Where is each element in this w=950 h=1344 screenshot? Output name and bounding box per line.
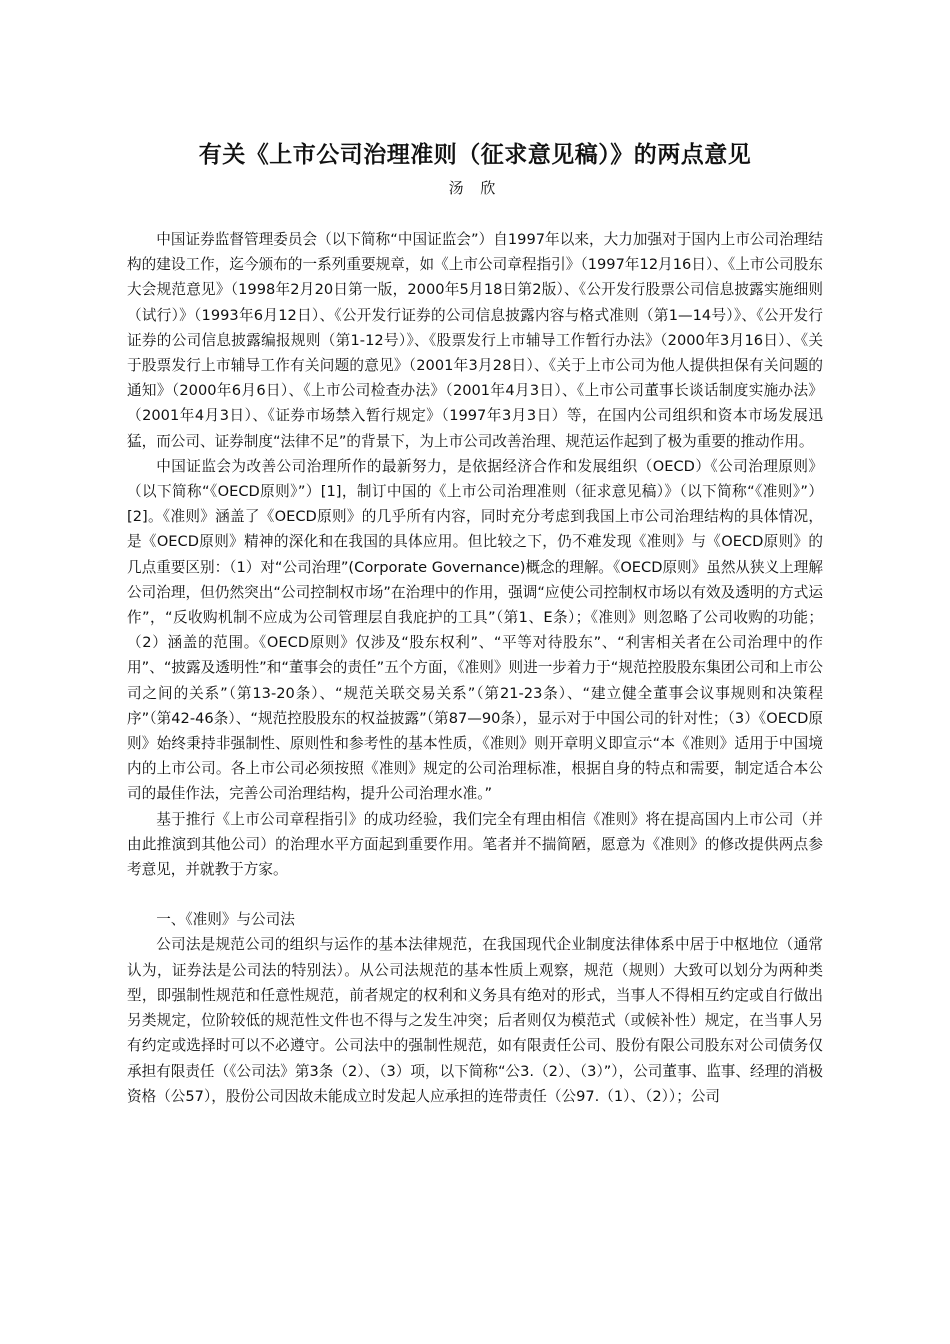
paragraph-2: 中国证监会为改善公司治理所作的最新努力，是依据经济合作和发展组织（OECD）《公司治理原则》（以下简称“《OECD原则》”）[1]，制订中国的《上市公司治理准则（征求意见稿）》（以下简称“《准则》”）[2]。《准则》涵盖了《OECD原则》的几乎所有内容，同时充分考虑到我国上市公司治理结构的具体情况，是《OECD原则》精神的深化和在我国的具体应用。但比较之下，仍不难发现《准则》与《OECD原则》的几点重要区别：（1）对“公司治理”(Corporate Governance)概念的理解。《OECD原则》虽然从狭义上理解公司治理，但仍然突出“公司控制权市场”在治理中的作用，强调“应使公司控制权市场以有效及透明的方式运作”，“反收购机制不应成为公司管理层自我庇护的工具”（第1、E条）；《准则》则忽略了公司收购的功能；（2）涵盖的范围。《OECD原则》仅涉及“股东权利”、“平等对待股东”、“利害相关者在公司治理中的作用”、“披露及透明性”和“董事会的责任”五个方面，《准则》则进一步着力于“规范控股股东集团公司和上市公司之间的关系”（第13-20条）、“规范关联交易关系”（第21-23条）、“建立健全董事会议事规则和决策程序”（第42-46条）、“规范控股股东的权益披露”（第87—90条），显示对于中国公司的针对性；（3）《OECD原则》始终秉持非强制性、原则性和参考性的基本性质，《准则》则开章明义即宣示“本《准则》适用于中国境内的上市公司。各上市公司必须按照《准则》规定的公司治理标准，根据自身的特点和需要，制定适合本公司的最佳作法，完善公司治理结构，提升公司治理水准。”: [127, 457, 823, 803]
paragraph-3: 基于推行《上市公司章程指引》的成功经验，我们完全有理由相信《准则》将在提高国内上市公司（并由此推演到其他公司）的治理水平方面起到重要作用。笔者并不揣简陋，愿意为《准则》的修改提供两点参考意见，并就教于方家。: [127, 810, 823, 879]
section-heading: 一、《准则》与公司法: [156, 911, 295, 929]
paragraph-1: 中国证券监督管理委员会（以下简称“中国证监会”）自1997年以来，大力加强对于国内上市公司治理结构的建设工作，迄今颁布的一系列重要规章，如《上市公司章程指引》（1997年12月16日）、《上市公司股东大会规范意见》（1998年2月20日第一版，2000年5月18日第2版）、《公开发行股票公司信息披露实施细则（试行）》（1993年6月12日）、《公开发行证券的公司信息披露内容与格式准则（第1—14号）》、《公开发行证券的公司信息披露编报规则（第1-12号）》、《股票发行上市辅导工作暂行办法》（2000年3月16日）、《关于股票发行上市辅导工作有关问题的意见》（2001年3月28日）、《关于上市公司为他人提供担保有关问题的通知》（2000年6月6日）、《上市公司检查办法》（2001年4月3日）、《上市公司董事长谈话制度实施办法》（2001年4月3日）、《证券市场禁入暂行规定》（1997年3月3日）等，在国内公司组织和资本市场发展迅猛，而公司、证券制度“法律不足”的背景下，为上市公司改善治理、规范运作起到了极为重要的推动作用。: [127, 231, 823, 450]
document-title: 有关《上市公司治理准则（征求意见稿）》的两点意见: [198, 142, 752, 168]
document-body: [127, 227, 823, 1109]
section-paragraph: 公司法是规范公司的组织与运作的基本法律规范，在我国现代企业制度法律体系中居于中枢地位（通常认为，证券法是公司法的特别法）。从公司法规范的基本性质上观察，规范（规则）大致可以划分为两种类型，即强制性规范和任意性规范，前者规定的权利和义务具有绝对的形式，当事人不得相互约定或自行做出另类规定，位阶较低的规范性文件也不得与之发生冲突；后者则仅为模范式（或候补性）规定，在当事人另有约定或选择时可以不必遵守。公司法中的强制性规范，如有限责任公司、股份有限公司股东对公司债务仅承担有限责任（《公司法》第3条（2）、（3）项，以下简称“公3.（2）、（3）”），公司董事、监事、经理的消极资格（公57），股份公司因故未能成立时发起人应承担的连带责任（公97.（1）、（2））；公司: [127, 936, 823, 1105]
document-author: 汤 欣: [448, 179, 502, 197]
